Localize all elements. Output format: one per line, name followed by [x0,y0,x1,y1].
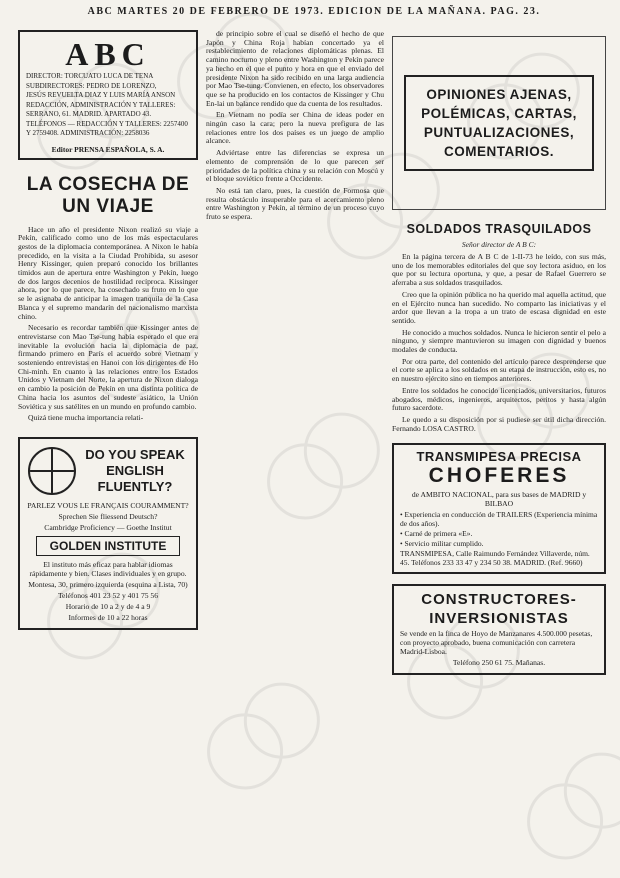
masthead-editor: Editor PRENSA ESPAÑOLA, S. A. [51,144,165,154]
letter-headline: SOLDADOS TRASQUILADOS [406,222,592,236]
english-ad-footer: Informes de 10 a 22 horas [68,612,148,622]
story-paragraph: Quizá tiene mucha importancia relati- [28,413,144,423]
opinions-title: OPINIONES AJENAS, POLÉMICAS, CARTAS, PUNTUALIZACIONES, COMENTARIOS. [421,87,577,159]
transmipesa-title: TRANSMIPESA PRECISA [416,449,582,465]
opinions-box [392,36,606,210]
staff-line: REDACCIÓN, ADMINISTRACIÓN Y TALLERES: SERRANO, 61. MADRID. APARTADO 43. [26,100,176,118]
transmipesa-requirement: • Servicio militar cumplido. [400,539,484,549]
constructores-phone: Teléfono 250 61 75. Mañanas. [452,658,546,668]
story-paragraph: de principio sobre el cual se diseñó el hecho de que Japón y China Roja habían concertado ya el restablecimiento de relaciones diplomáticas plenas. El camino nocturno y pleno entre Washington y Pekín parece ya hecho en el que el punto y hora en que el enviado del presidente Nixon ha sido recibido en una larga audiencia por Mao Tse-tung. Convienen, en efecto, los observadores que se ha producido en los contactos de Kissinger y Chu En-lai un balance rendido que da cuenta de los resultados. [206,29,384,108]
letter-paragraph: Entre los soldados he conocido licenciados, universitarios, futuros abogados, médicos, ingenieros, arquitectos, peritos y hasta algún futuro sacerdote. [392,385,606,413]
staff-line: JESÚS REVUELTA DIAZ Y LUIS MARÍA ANSON [26,91,176,99]
staff-line: SUBDIRECTORES: PEDRO DE LORENZO, [26,81,157,90]
masthead-logo: ABC [65,36,151,72]
letter-paragraph: He conocido a muchos soldados. Nunca le hicieron sentir el pelo a ninguno, y siempre mantuvieron su imagen con dignidad y buenos modales de conducta. [392,327,606,355]
english-ad-phone: Teléfonos 401 23 52 y 401 75 56 [57,590,159,600]
letter-paragraph: Creo que la opinión pública no ha querido mal aquella actitud, que en el Ejército nunca han sucedido. No comparto las iniciativas y el ardor que llevan a la tropa a un trato de escasa dignidad en este sentido. [392,289,606,325]
letter-salutation: Señor director de A B C: [461,240,537,249]
letter-paragraph: En la página tercera de A B C de 1-II-73 he leído, con sus más, uno de los memorables editoriales del que soy lectora asiduo, en los que por su lectura oportuna, y que, a pesar de Rafael Guerrero se aferraba a sus soldados trasquilados. [392,252,606,288]
right-column [392,30,606,675]
left-column [18,30,198,630]
english-ad [18,437,198,630]
english-ad-german: Sprechen Sie fliessend Deutsch? [58,511,158,521]
transmipesa-scope: de AMBITO NACIONAL, para sus bases de MADRID y BILBAO [411,490,587,509]
story-headline: LA COSECHA DE UN VIAJE [26,173,190,217]
constructores-ad [392,584,606,675]
story-paragraph: Hace un año el presidente Nixon realizó su viaje a Pekín, calificado como uno de los más espectaculares gestos de la diplomacia contemporánea. A Nixon le había precedido, en la visita a la Ciudad Prohibida, su asesor Henry Kissinger, quien preparó conocido los brillantes tímidos aun de apertura entre Washington y Pekín, luego de dos largos decenios de hostilidad recíproca. Kissinger ahora, por lo que parece, ha cosechado su fruto en lo que se le asignaba de anticipar la imagen tranquila de la Casa Blanca y el supremo mandarín del nacionalismo marxista chino. [18,224,198,321]
english-ad-title [26,443,190,499]
english-ad-hours: Horario de 10 a 2 y de 4 a 9 [65,601,151,611]
story-paragraph: Adviértase entre las diferencias se expresa un elemento de comprensión de lo que parecen ser prioridades de la política china y su relación con Moscú y el bloque soviético frente a Occidente. [206,148,384,184]
institute-name: GOLDEN INSTITUTE [36,536,180,556]
middle-column [206,30,384,225]
staff-line: DIRECTOR: TORCUATO LUCA DE TENA [26,72,154,80]
letter-paragraph: Le quedo a su disposición por si pudiese ser útil dicha dirección. Fernando LOSA CASTRO. [392,414,606,433]
opinions-inner [404,75,594,171]
transmipesa-ad [392,443,606,574]
english-ad-headline: DO YOU SPEAK ENGLISH FLUENTLY? [85,446,185,494]
constructores-body: Se vende en la finca de Hoyo de Manzanares 4.500.000 pesetas, con proyecto aprobado, buena comunicación con carretera Madrid-Lisboa. [400,629,593,657]
globe-icon [28,447,76,495]
transmipesa-requirement: • Carné de primera «E». [400,529,473,539]
staff-line: TELÉFONOS — REDACCIÓN Y TALLERES: 2257400 Y 2759408. ADMINISTRACIÓN: 2258036 [26,119,188,137]
masthead-staff [26,72,190,139]
english-ad-french: PARLEZ VOUS LE FRANÇAIS COURAMMENT? [27,500,189,510]
story-paragraph: En Vietnam no podía ser China de ideas poder en ningún caso la cara; pero la nueva prefigura de las relaciones entre los dos países es un juego de amplio alcance. [206,110,384,146]
transmipesa-contact: TRANSMIPESA, Calle Raimundo Fernández Villaverde, núm. 45. Teléfonos 233 33 47 y 234 50 38. MADRID. (Ref. 9660) [400,549,590,568]
transmipesa-choferes: CHOFERES [428,464,570,488]
constructores-title: CONSTRUCTORES-INVERSIONISTAS [421,591,577,628]
english-ad-cert: Cambridge Proficiency — Goethe Institut [44,522,172,532]
english-ad-address: Montesa, 30, primero izquierda (esquina a Lista, 70) [28,579,188,589]
letter-paragraph: Por otra parte, del contenido del artículo parece desprenderse que el corte se aplica a los soldados en su etapa de instrucción, esto es, no en nuestro ejército sino en tiempos anteriores. [392,356,606,384]
story-paragraph: Necesario es recordar también que Kissinger antes de entrevistarse con Mao Tse-tung había esperado el que era inevitable la evolución hacia la diplomacia de paz, firmando primero en París el acuerdo sobre Vietnam y sosteniendo entrevistas en Hanoi con los dirigentes de Ho Chi-minh. En cuanto a las relaciones entre los Estados Unidos y Vietnam del Norte, la apertura de Nixon dialoga en cambio la posición de Pekín en una distinta política de China hacia los asuntos del sudeste asiático, la Unión Soviética y sus satélites en un mundo en profundo cambio. [18,323,198,411]
masthead-box [18,30,198,160]
story-paragraph: No está tan claro, pues, la cuestión de Formosa que resulta obstáculo insuperable para el acercamiento pleno entre Washington y Pekín, al término de un proceso cuyo fruto se espera. [206,185,384,222]
english-ad-desc: El instituto más eficaz para hablar idiomas rápidamente y bien. Clases individuales y en grupo. [29,559,187,578]
transmipesa-requirement: • Experiencia en conducción de TRAILERS (Experiencia mínima de dos años). [400,510,598,529]
page-header: ABC MARTES 20 DE FEBRERO DE 1973. EDICION DE LA MAÑANA. PAG. 23. [87,6,541,17]
